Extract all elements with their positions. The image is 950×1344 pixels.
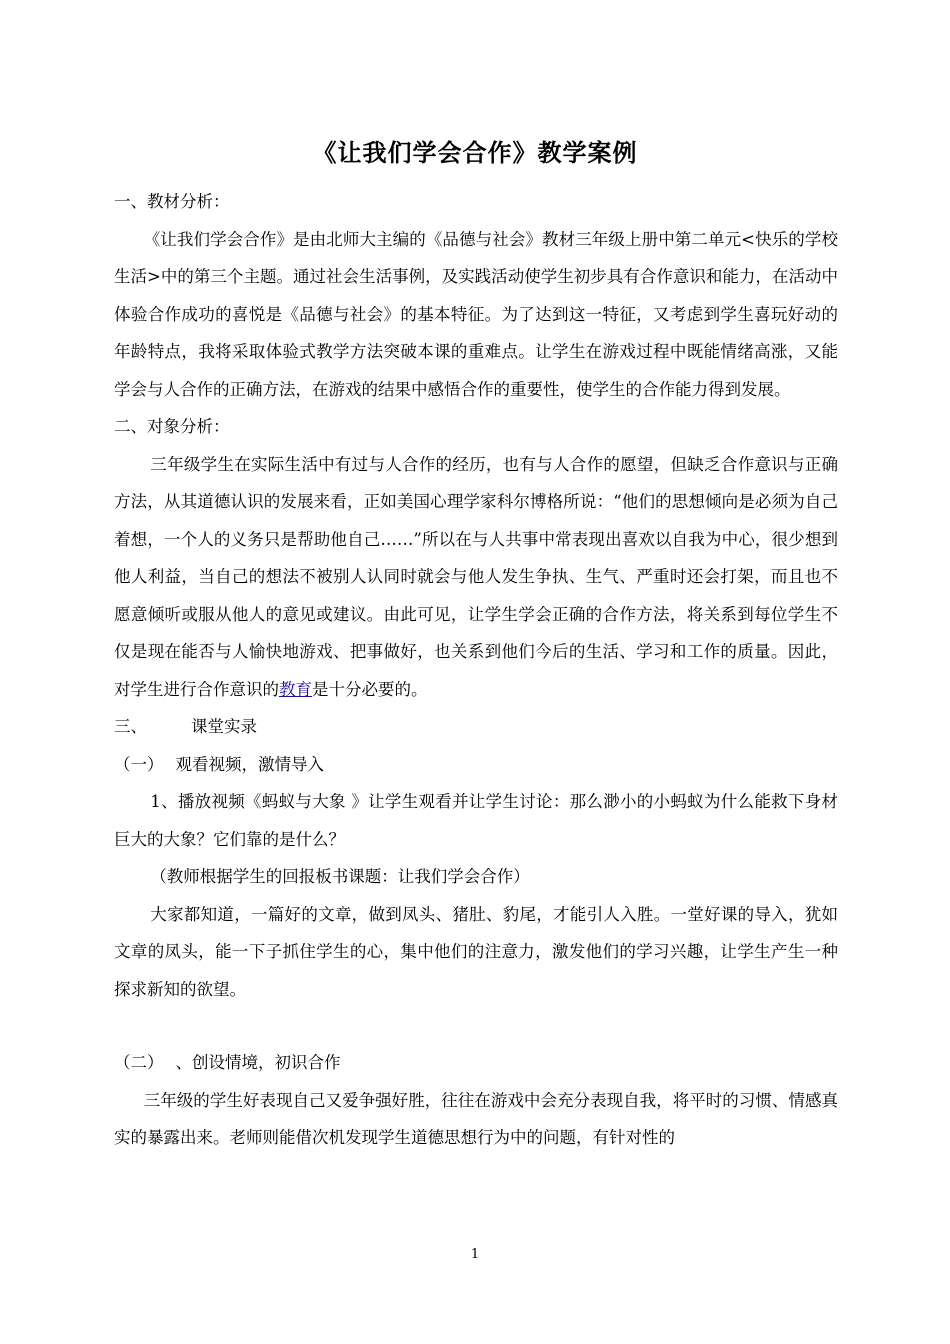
subsection-2-heading	[114, 1044, 838, 1082]
section-1-heading: 一、教材分析：	[114, 192, 230, 211]
section-2-text: 三年级学生在实际生活中有过与人合作的经历，也有与人合作的愿望，但缺乏合作意识与正确方法，从其道德认识的发展来看，正如美国心理学家科尔博格所说：“他们的思想倾向是必须为自己着想，一个人的义务只是帮助他自己……”所以在与人共事中常表现出喜欢以自我为中心，很少想到他人利益，当自己的想法不被别人认同时就会与他人发生争执、生气、严重时还会打架，而且也不愿意倾听或服从他人的意见或建议。由此可见，让学生学会正确的合作方法，将关系到每位学生不仅是现在能否与人愉快地游戏、把事做好，也关系到他们今后的生活、学习和工作的质量。因此，对学生进行合作意识的	[114, 454, 838, 699]
section-3-heading	[114, 708, 838, 746]
section-1-paragraph: 《让我们学会合作》是由北师大主编的《品德与社会》教材三年级上册中第二单元<快乐的学校生活>中的第三个主题。通过社会生活事例，及实践活动使学生初步具有合作意识和能力，在活动中体验合作成功的喜悦是《品德与社会》的基本特征。为了达到这一特征，又考虑到学生喜玩好动的年龄特点，我将采取体验式教学方法突破本课的重难点。让学生在游戏过程中既能情绪高涨，又能学会与人合作的正确方法，在游戏的结果中感悟合作的重要性，使学生的合作能力得到发展。	[114, 229, 838, 399]
section-3-title: 课堂实录	[191, 717, 257, 736]
subsection-1-number: （一）	[114, 754, 164, 774]
document-title: 《让我们学会合作》教学案例	[312, 138, 638, 167]
page-number: 1	[470, 1247, 480, 1262]
section-3-number: 三、	[114, 717, 147, 736]
subsection-2-paragraph-1: 三年级的学生好表现自己又爱争强好胜，往往在游戏中会充分表现自我，将平时的习惯、情感真实的暴露出来。老师则能借次机发现学生道德思想行为中的问题，有针对性的	[114, 1090, 838, 1147]
subsection-1-paragraph-2: （教师根据学生的回报板书课题：让我们学会合作）	[150, 867, 530, 886]
section-2-paragraph	[114, 446, 838, 709]
education-link[interactable]: 教育	[279, 679, 312, 699]
section-2-heading: 二、对象分析：	[114, 417, 230, 436]
subsection-1-paragraph-3: 大家都知道，一篇好的文章，做到凤头、猪肚、豹尾，才能引人入胜。一堂好课的导入，犹如文章的凤头，能一下子抓住学生的心，集中他们的注意力，激发他们的学习兴趣，让学生产生一种探求新知的欲望。	[114, 904, 838, 999]
subsection-1-paragraph-1: 1、播放视频《蚂蚁与大象 》让学生观看并让学生讨论：那么渺小的小蚂蚁为什么能救下身材巨大的大象？它们靠的是什么？	[114, 792, 838, 849]
subsection-1-heading	[114, 746, 838, 784]
document-body	[114, 183, 838, 1157]
section-2-text-end: 是十分必要的。	[312, 679, 428, 699]
subsection-2-title: 、创设情境，初识合作	[175, 1053, 341, 1072]
subsection-2-number: （二）	[114, 1053, 164, 1072]
subsection-1-title: 观看视频，激情导入	[175, 754, 324, 774]
